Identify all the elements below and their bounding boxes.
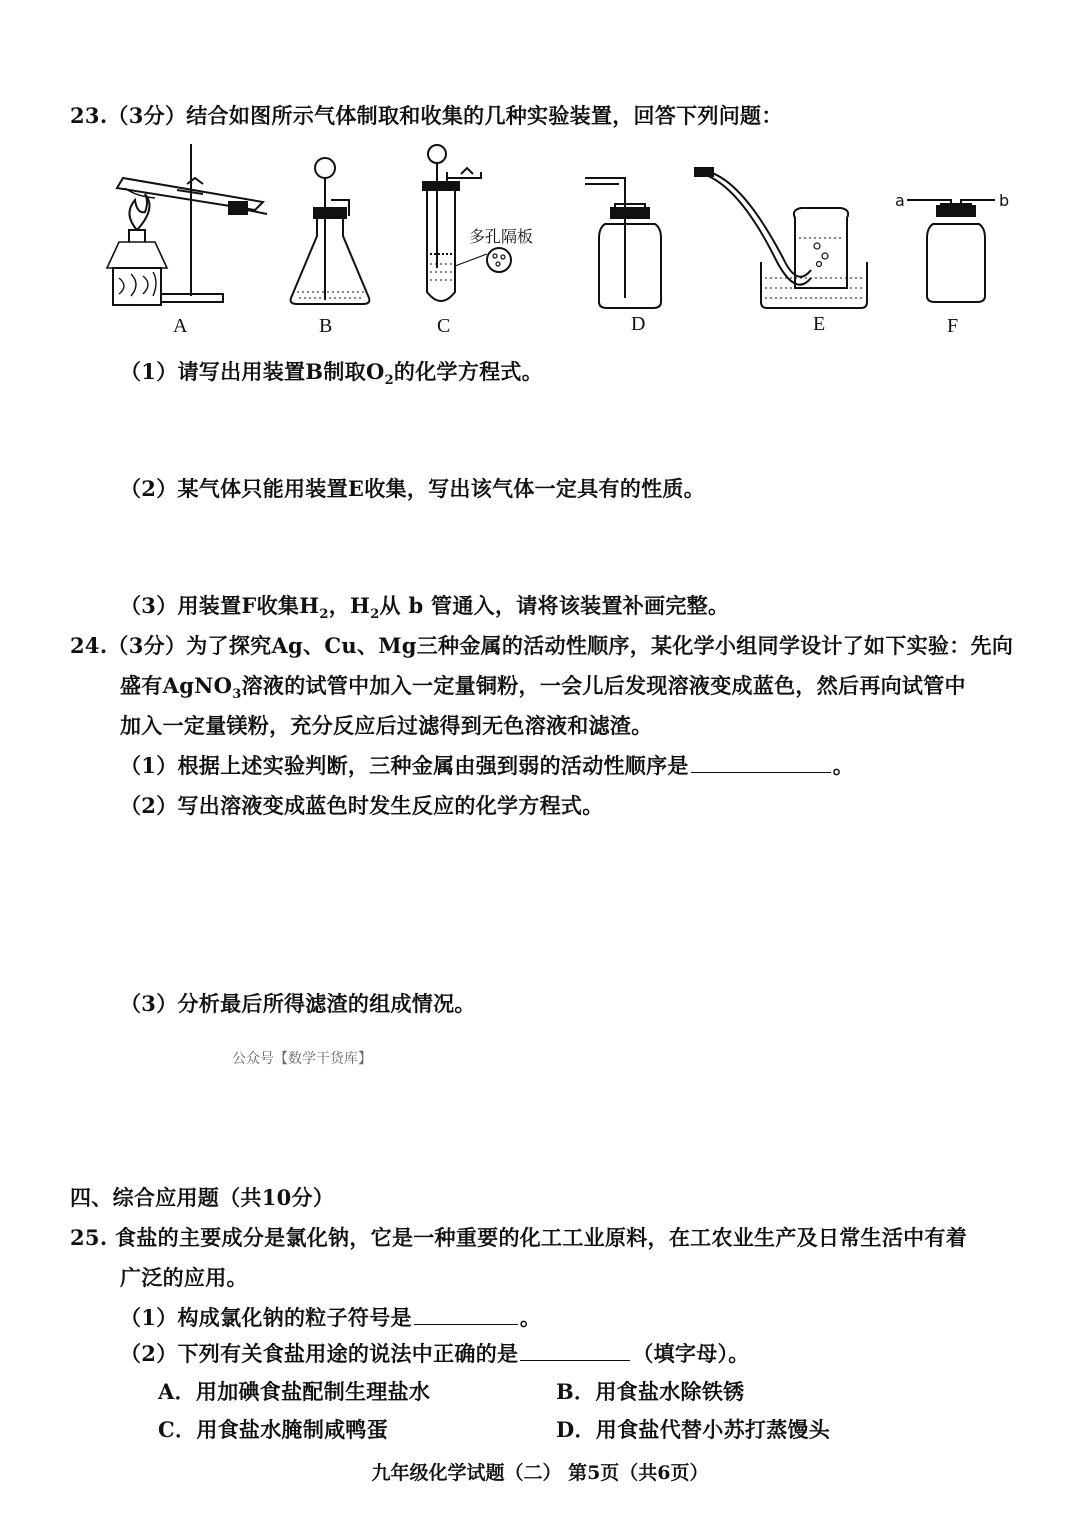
apparatus-figure [95,138,1035,343]
q25-part1: （1）构成氯化钠的粒子符号是 。 [120,1305,542,1330]
q25-stem-line2: 广泛的应用。 [120,1265,248,1290]
option-c: C．用食盐水腌制咸鸭蛋 [158,1417,389,1442]
page-footer: 九年级化学试题（二） 第5页（共6页） [371,1462,709,1484]
apparatus-e [695,168,867,308]
label-f: F [947,315,959,337]
section-heading: 四、综合应用题（共10分） [70,1185,335,1210]
option-a: A．用加碘食盐配制生理盐水 [158,1379,431,1404]
apparatus-c [423,145,511,301]
q23-part3: （3）用装置F收集$H_2$，$H_2$从 b 管通入，请将该装置补画完整。 [120,593,730,623]
option-b: B．用食盐水除铁锈 [556,1379,745,1404]
porous-plate-label: 多孔隔板 [469,227,534,246]
q23-part1: （1）请写出用装置B制取$O_2$的化学方程式。 [120,359,544,389]
q23-part2: （2）某气体只能用装置E收集，写出该气体一定具有的性质。 [120,476,706,501]
option-d: D．用食盐代替小苏打蒸馒头 [556,1417,831,1442]
apparatus-d [585,178,661,308]
apparatus-b [291,158,370,304]
q24-stem-line1: 24.（3分）为了探究Ag、Cu、Mg三种金属的活动性顺序，某化学小组同学设计了如下实验：先向 [70,633,1014,658]
q24-part3: （3）分析最后所得滤渣的组成情况。 [120,991,476,1016]
label-d: D [631,313,646,335]
q23-stem: 23.（3分）结合如图所示气体制取和收集的几种实验装置，回答下列问题： [70,103,783,128]
answer-blank[interactable] [691,754,831,773]
answer-blank[interactable] [520,1342,630,1361]
q24-part2: （2）写出溶液变成蓝色时发生反应的化学方程式。 [120,793,604,818]
label-a: A [173,315,188,337]
q25-part2: （2）下列有关食盐用途的说法中正确的是 （填字母）。 [120,1341,750,1366]
apparatus-f [907,200,995,302]
label-e: E [813,313,826,335]
answer-blank[interactable] [414,1306,518,1325]
label-c: C [437,315,451,337]
watermark-text: 公众号【数学干货库】 [232,1051,372,1067]
port-a-label: a [895,191,905,210]
q25-stem-line1: 25. 食盐的主要成分是氯化钠，它是一种重要的化工工业原料，在工农业生产及日常生活中有着 [70,1225,968,1250]
port-b-label: b [999,191,1010,210]
apparatus-a [107,144,267,305]
label-b: B [319,315,333,337]
q24-stem-line3: 加入一定量镁粉，充分反应后过滤得到无色溶液和滤渣。 [120,713,653,738]
q24-part1: （1）根据上述实验判断，三种金属由强到弱的活动性顺序是 。 [120,753,855,778]
q24-stem-line2: 盛有AgNO$_3$溶液的试管中加入一定量铜粉，一会儿后发现溶液变成蓝色，然后再向试管中 [120,673,966,703]
